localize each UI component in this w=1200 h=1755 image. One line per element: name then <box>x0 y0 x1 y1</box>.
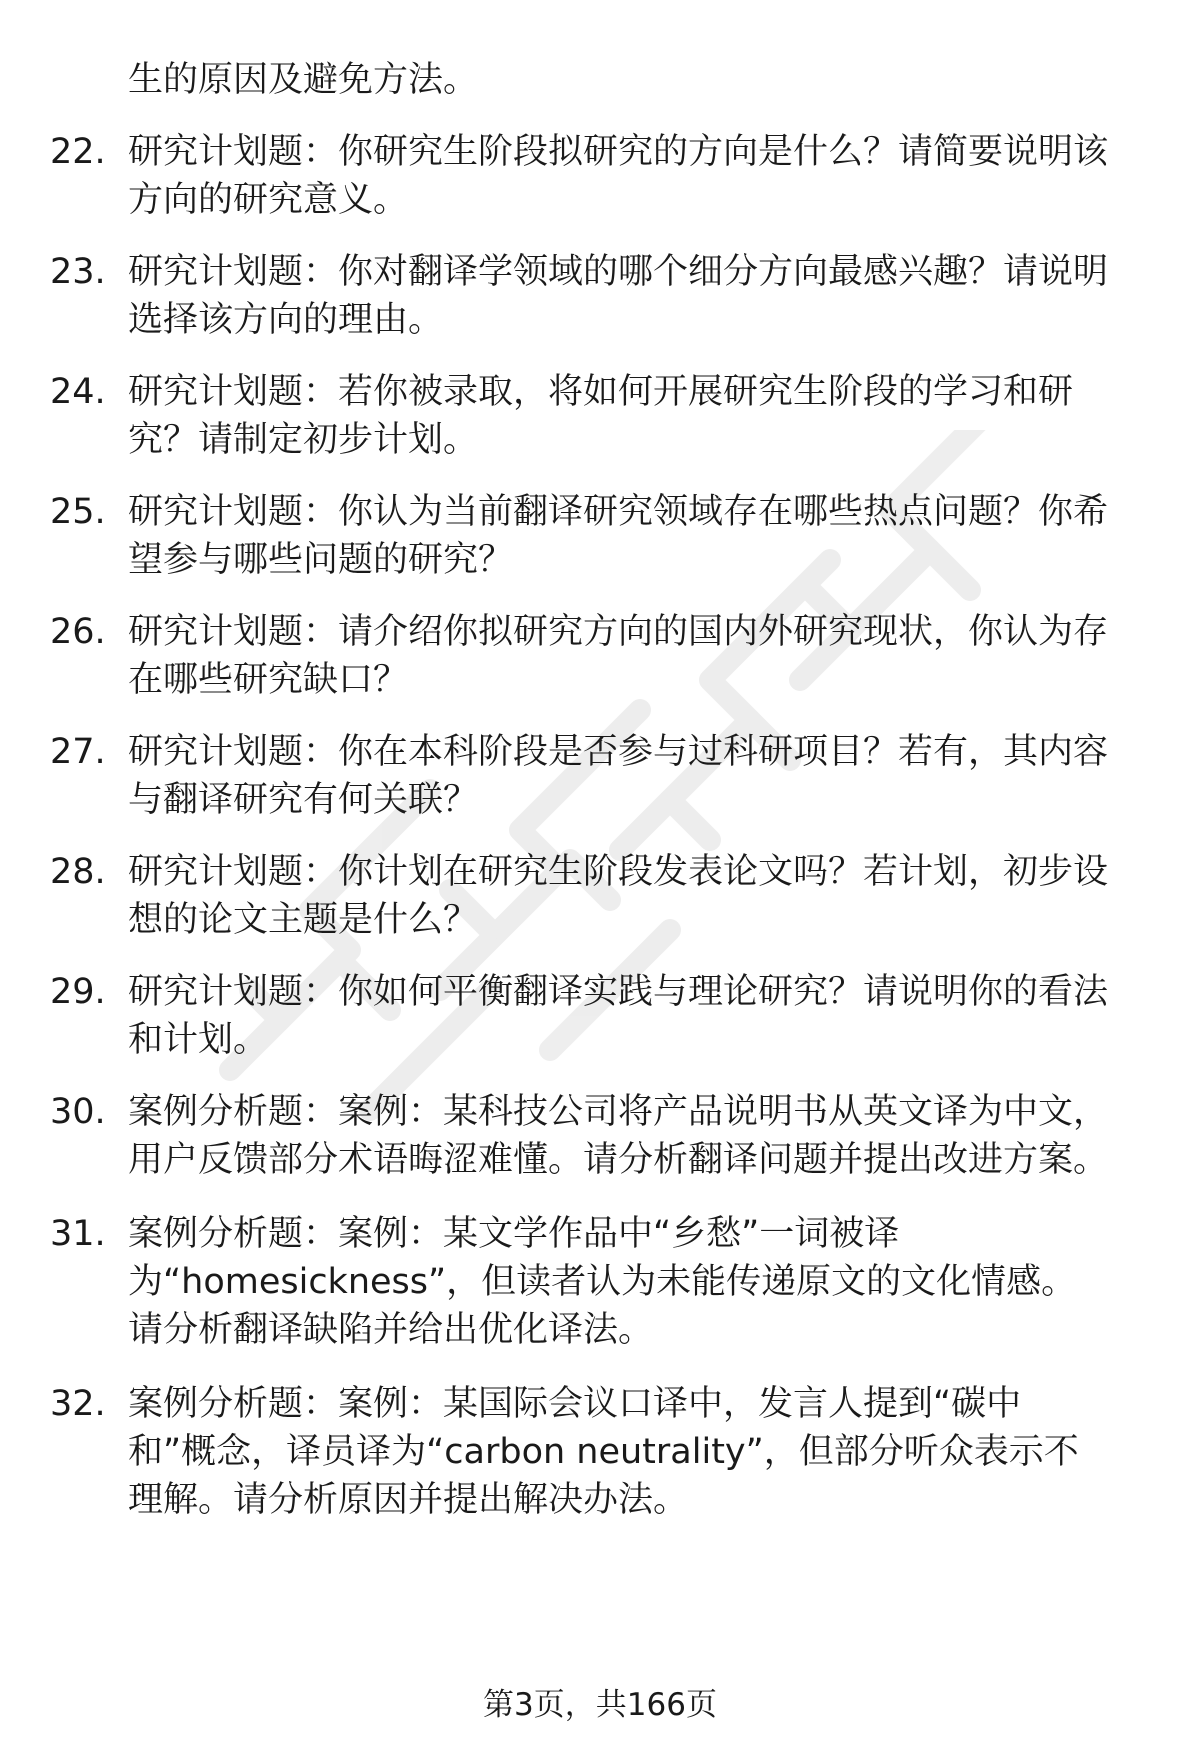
question-text-line: 案例分析题：案例：某国际会议口译中，发言人提到“碳中 <box>128 1384 1022 1424</box>
question-text-line: 研究计划题：若你被录取，将如何开展研究生阶段的学习和研 <box>128 372 1074 412</box>
question-number: 28. <box>50 852 106 892</box>
question-text-line: 请分析翻译缺陷并给出优化译法。 <box>128 1310 654 1350</box>
question-text-line: 方向的研究意义。 <box>128 180 409 220</box>
question-text-line: 用户反馈部分术语晦涩难懂。请分析翻译问题并提出改进方案。 <box>128 1140 1109 1180</box>
question-number: 30. <box>50 1092 106 1132</box>
question-number: 22. <box>50 132 106 172</box>
page-footer: 第3页，共166页 <box>483 1687 717 1723</box>
question-number: 23. <box>50 252 106 292</box>
question-text-line: 在哪些研究缺口？ <box>128 660 409 700</box>
question-text-line: 研究计划题：请介绍你拟研究方向的国内外研究现状，你认为存 <box>128 612 1109 652</box>
question-number: 31. <box>50 1214 106 1254</box>
question-text-line: 选择该方向的理由。 <box>128 300 444 340</box>
question-text-line: 研究计划题：你计划在研究生阶段发表论文吗？若计划，初步设 <box>128 852 1109 892</box>
question-text-line: 研究计划题：你对翻译学领域的哪个细分方向最感兴趣？请说明 <box>128 252 1109 292</box>
continuation-text: 生的原因及避免方法。 <box>128 60 479 100</box>
question-text-line: 研究计划题：你在本科阶段是否参与过科研项目？若有，其内容 <box>128 732 1109 772</box>
question-text-line: 理解。请分析原因并提出解决办法。 <box>128 1480 689 1520</box>
question-number: 26. <box>50 612 106 652</box>
question-text-line: 案例分析题：案例：某文学作品中“乡愁”一词被译 <box>128 1214 900 1254</box>
question-text-line: 究？请制定初步计划。 <box>128 420 479 460</box>
question-text-line: 案例分析题：案例：某科技公司将产品说明书从英文译为中文， <box>128 1092 1109 1132</box>
question-number: 32. <box>50 1384 106 1424</box>
question-text-line: 为“homesickness”，但读者认为未能传递原文的文化情感。 <box>128 1262 1077 1302</box>
question-text-line: 研究计划题：你认为当前翻译研究领域存在哪些热点问题？你希 <box>128 492 1109 532</box>
question-text-line: 想的论文主题是什么？ <box>128 900 479 940</box>
question-text-line: 和计划。 <box>128 1020 269 1060</box>
question-number: 24. <box>50 372 106 412</box>
question-number: 25. <box>50 492 106 532</box>
question-text-line: 研究计划题：你研究生阶段拟研究的方向是什么？请简要说明该 <box>128 132 1109 172</box>
question-text-line: 和”概念，译员译为“carbon neutrality”，但部分听众表示不 <box>128 1432 1079 1472</box>
question-number: 27. <box>50 732 106 772</box>
question-text-line: 与翻译研究有何关联？ <box>128 780 479 820</box>
question-text-line: 望参与哪些问题的研究？ <box>128 540 514 580</box>
question-text-line: 研究计划题：你如何平衡翻译实践与理论研究？请说明你的看法 <box>128 972 1109 1012</box>
question-number: 29. <box>50 972 106 1012</box>
